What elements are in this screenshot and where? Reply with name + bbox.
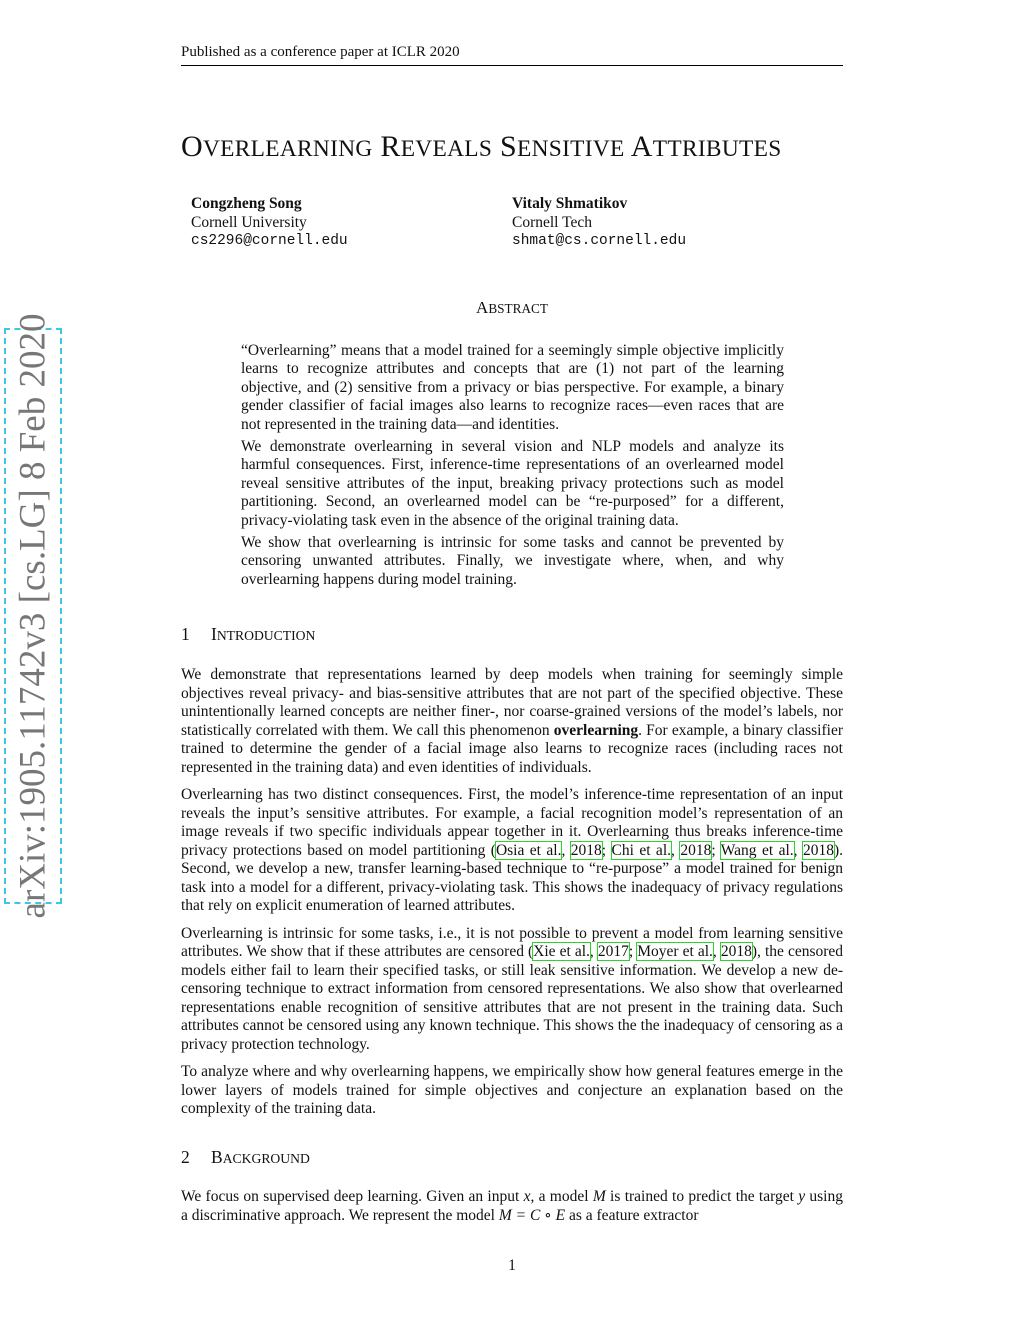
citation-link[interactable]: 2018 [680,841,712,859]
math-variable: y [798,1188,806,1205]
body-paragraph: We demonstrate that representations learned by deep models when training for seemingly simple objectives reveal privacy- and bias-sensitive attributes that are not part of the specified objective. These unintentionally learned concepts are neither finer-, nor coarse-grained versions of the model’s labels, nor statistically correlated with them. We call this phenomenon overlearning. For example, a binary classifier trained to determine the gender of a facial image also learns to recognize races (including races not represented in the training data) and even identities of individuals. [181,666,843,776]
citation-link[interactable]: 2018 [720,943,752,960]
running-head: Published as a conference paper at ICLR 2020 [181,44,843,66]
section-heading-introduction: 1 INTRODUCTION [181,624,316,644]
abstract-body [241,342,784,593]
abstract-paragraph: We demonstrate overlearning in several vision and NLP models and analyze its harmful consequences. First, inference-time representations of an overlearned model reveal sensitive attributes of the input, breaking privacy protections such as model partitioning. Second, an overlearned model can be “re-purposed” for a different, privacy-violating task even in the absence of the original training data. [241,438,784,529]
body-paragraph: Overlearning has two distinct consequences. First, the model’s inference-time representation of an input reveals the input’s sensitive attributes. For example, a facial recognition model’s representation of an image reveals if two specific individuals appear together in it. Overlearning thus breaks inference-time privacy protections based on model partitioning (Osia et al., 2018; Chi et al., 2018; Wang et al., 2018). Second, we develop a new, transfer learning-based technique to “re-purpose” a model trained for benign task into a model for a different, privacy-violating task. This shows the inadequacy of privacy regulations that rely on explicit enumeration of learned attributes. [181,786,844,914]
math-variable: x [523,1188,531,1205]
paper-title: OVERLEARNING REVEALS SENSITIVE ATTRIBUTES [181,130,782,163]
abstract-heading: ABSTRACT [476,298,548,317]
background-body [181,1188,843,1234]
author-email[interactable]: shmat@cs.cornell.edu [512,233,687,249]
citation-link[interactable]: 2017 [597,943,629,960]
body-paragraph: Overlearning is intrinsic for some tasks, i.e., it is not possible to prevent a model from learning sensitive attributes. We show that if these attributes are censored (Xie et al., 2017; Moyer et al., 2018), the censored models either fail to learn their specified tasks, or still leak sensitive information. We develop a new de-censoring technique to extract information from censored representations. We also show that overlearned representations enable recognition of sensitive attributes that are not present in the training data. Such attributes cannot be censored using any known technique. This shows the the inadequacy of censoring as a privacy protection technology. [181,924,844,1053]
math-formula: M = C ∘ E [498,1206,566,1224]
author-email[interactable]: cs2296@cornell.edu [191,233,348,249]
section-heading-background: 2 BACKGROUND [181,1147,310,1167]
author-name: Vitaly Shmatikov [512,195,628,212]
author-block-2 [512,194,686,251]
body-paragraph: We focus on supervised deep learning. Given an input x, a model M is trained to predict the target y using a discriminative approach. We represent the model M = C ∘ E as a feature extractor [181,1188,843,1224]
citation-link[interactable]: 2018 [802,841,834,859]
author-affiliation: Cornell Tech [512,214,592,231]
author-name: Congzheng Song [191,195,302,212]
introduction-body [181,666,843,1128]
citation-link[interactable]: Wang et al. [720,841,794,859]
abstract-paragraph: We show that overlearning is intrinsic for some tasks and cannot be prevented by censoring unwanted attributes. Finally, we investigate where, when, and why overlearning happens during model training. [241,534,784,588]
citation-link[interactable]: Xie et al. [533,943,590,960]
citation-link[interactable]: 2018 [570,841,602,859]
author-block-1 [191,194,348,251]
citation-link[interactable]: Moyer et al. [637,943,713,960]
page-number: 1 [508,1257,516,1274]
arxiv-stamp-text: arXiv:1905.11742v3 [cs.LG] 8 Feb 2020 [12,313,54,919]
author-affiliation: Cornell University [191,214,307,231]
citation-link[interactable]: Chi et al. [611,841,671,859]
arxiv-stamp[interactable] [4,313,62,919]
math-variable: M [592,1188,606,1205]
abstract-paragraph: “Overlearning” means that a model trained for a seemingly simple objective implicitly learns to recognize attributes and concepts that are (1) not part of the learning objective, and (2) sensitive from a privacy or bias perspective. For example, a binary gender classifier of facial images also learns to recognize races—even races that are not represented in the training data—and identities. [241,342,784,433]
citation-link[interactable]: Osia et al. [495,841,562,859]
body-paragraph: To analyze where and why overlearning happens, we empirically show how general features emerge in the lower layers of models trained for simple objectives and conjecture an explanation based on the complexity of the training data. [181,1063,843,1117]
